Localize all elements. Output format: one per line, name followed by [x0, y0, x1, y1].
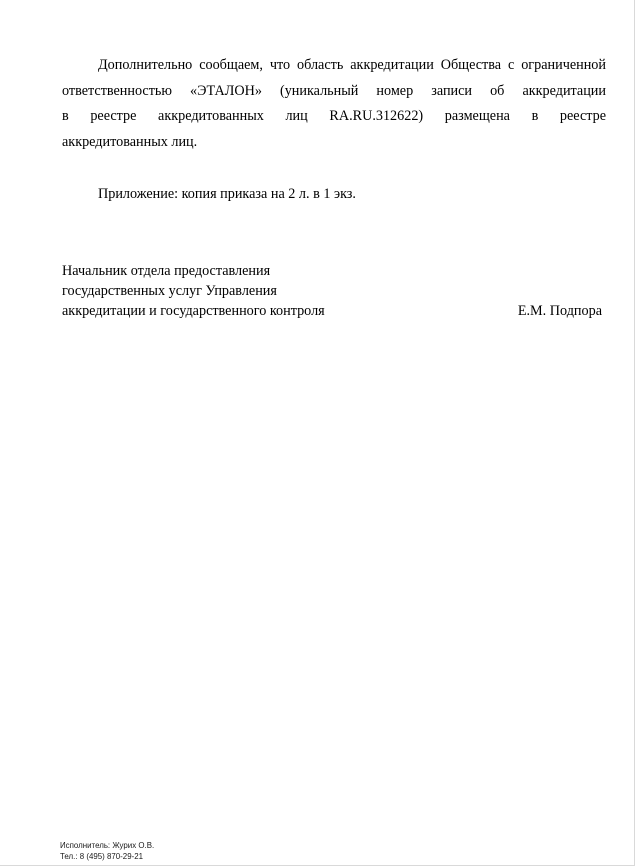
- body-paragraph: [62, 53, 606, 155]
- paragraph-line-3: в реестре аккредитованных лиц RA.RU.312622) размещена в реестре: [62, 108, 606, 124]
- signer-name: Е.М. Подпора: [517, 303, 602, 319]
- signer-position-line-3: аккредитации и государственного контроля: [62, 303, 325, 319]
- executor-phone: Тел.: 8 (495) 870-29-21: [60, 851, 144, 861]
- signature-block: [62, 261, 602, 321]
- signer-position-row: [62, 301, 602, 321]
- executor-footer: [60, 840, 154, 862]
- paragraph-line-4: аккредитованных лиц.: [62, 133, 198, 150]
- paragraph-line-1: Дополнительно сообщаем, что область аккредитации Общества с ограниченной: [98, 57, 606, 73]
- signer-position-line-1: Начальник отдела предоставления: [62, 263, 271, 279]
- signer-position-line-2: государственных услуг Управления: [62, 283, 277, 299]
- attachment-note: Приложение: копия приказа на 2 л. в 1 экз.: [98, 186, 356, 202]
- paragraph-line-2: ответственностью «ЭТАЛОН» (уникальный номер записи об аккредитации: [62, 82, 606, 99]
- executor-name: Исполнитель: Журих О.В.: [60, 840, 155, 850]
